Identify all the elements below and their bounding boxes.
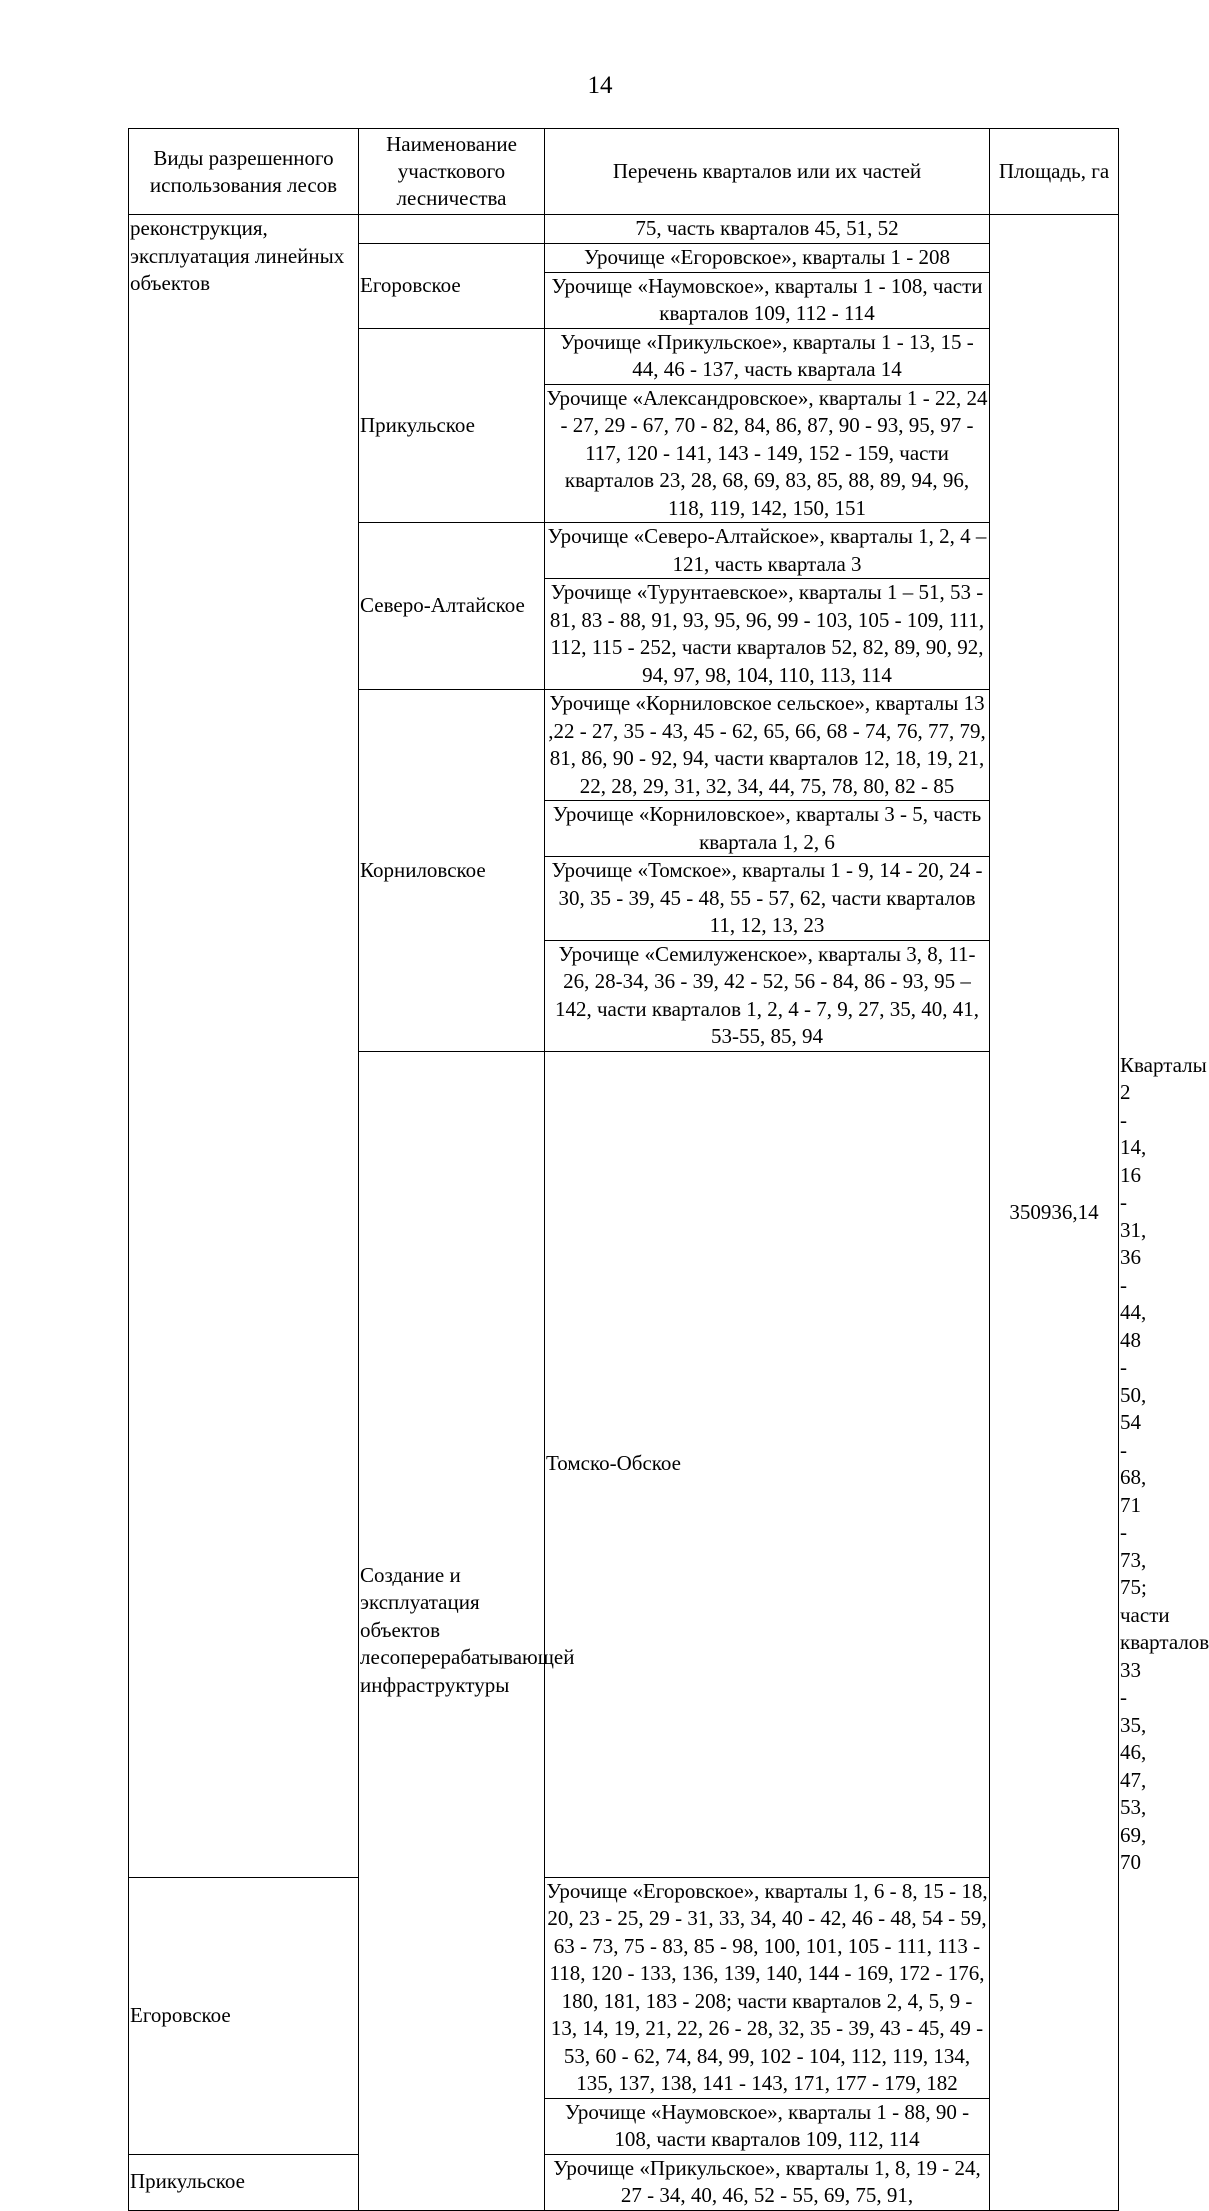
- forestry-cell-empty: [359, 215, 545, 244]
- page-number: 14: [587, 72, 613, 99]
- forestry-cell: Егоровское: [129, 1877, 359, 2154]
- quarters-cell: Урочище «Наумовское», кварталы 1 - 88, 90 - 108, части кварталов 109, 112, 114: [545, 2098, 990, 2154]
- header-area: Площадь, га: [990, 129, 1119, 215]
- quarters-cell: Урочище «Турунтаевское», кварталы 1 – 51, 53 - 81, 83 - 88, 91, 93, 95, 96, 99 - 103, 105 - 109, 111, 112, 115 - 252, части кварталов 52, 82, 89, 90, 92, 94, 97, 98, 104, 110, 113, 114: [545, 579, 990, 690]
- quarters-cell: Урочище «Наумовское», кварталы 1 - 108, части кварталов 109, 112 - 114: [545, 272, 990, 328]
- forestry-cell: Томско-Обское: [545, 1051, 990, 1877]
- table-row: [129, 215, 1119, 244]
- forestry-cell: Егоровское: [359, 244, 545, 329]
- quarters-cell: Урочище «Прикульское», кварталы 1 - 13, 15 - 44, 46 - 137, часть квартала 14: [545, 328, 990, 384]
- quarters-cell: Урочище «Томское», кварталы 1 - 9, 14 - 20, 24 - 30, 35 - 39, 45 - 48, 55 - 57, 62, части кварталов 11, 12, 13, 23: [545, 857, 990, 941]
- header-quarters-list: Перечень кварталов или их частей: [545, 129, 990, 215]
- quarters-cell: Урочище «Северо-Алтайское», кварталы 1, 2, 4 – 121, часть квартала 3: [545, 523, 990, 579]
- quarters-cell: Урочище «Егоровское», кварталы 1, 6 - 8, 15 - 18, 20, 23 - 25, 29 - 31, 33, 34, 40 - 42, 46 - 48, 54 - 59, 63 - 73, 75 - 83, 85 - 98, 100, 101, 105 - 111, 113 - 118, 120 - 133, 136, 139, 140, 144 - 169, 172 - 176, 180, 181, 183 - 208; части кварталов 2, 4, 5, 9 - 13, 14, 19, 21, 22, 26 - 28, 32, 35 - 39, 43 - 45, 49 - 53, 60 - 62, 74, 84, 99, 102 - 104, 112, 119, 134, 135, 137, 138, 141 - 143, 171, 177 - 179, 182: [545, 1877, 990, 2098]
- table-header-row: [129, 129, 1119, 215]
- quarters-cell: Урочище «Семилуженское», кварталы 3, 8, 11-26, 28-34, 36 - 39, 42 - 52, 56 - 84, 86 - 93, 95 – 142, части кварталов 1, 2, 4 - 7, 9, 27, 35, 40, 41, 53-55, 85, 94: [545, 940, 990, 1051]
- area-cell: 350936,14: [990, 215, 1119, 2211]
- table-row: [129, 1877, 1119, 2098]
- header-use-type: Виды разрешенного использования лесов: [129, 129, 359, 215]
- forestry-cell: Корниловское: [359, 690, 545, 1052]
- forest-use-table: [128, 128, 1209, 2211]
- forestry-cell: Северо-Алтайское: [359, 523, 545, 690]
- table-row: [129, 2154, 1119, 2210]
- quarters-cell: Урочище «Корниловское», кварталы 3 - 5, часть квартала 1, 2, 6: [545, 801, 990, 857]
- quarters-cell: 75, часть кварталов 45, 51, 52: [545, 215, 990, 244]
- quarters-cell: Урочище «Егоровское», кварталы 1 - 208: [545, 244, 990, 273]
- quarters-cell: Урочище «Александровское», кварталы 1 - 22, 24 - 27, 29 - 67, 70 - 82, 84, 86, 87, 90 - 93, 95, 97 - 117, 120 - 141, 143 - 149, 152 - 159, части кварталов 23, 28, 68, 69, 83, 85, 88, 89, 94, 96, 118, 119, 142, 150, 151: [545, 384, 990, 523]
- header-forestry-name: Наименование участкового лесничества: [359, 129, 545, 215]
- use-type-cell: реконструкция, эксплуатация линейных объектов: [129, 215, 359, 1878]
- quarters-cell: Урочище «Корниловское сельское», кварталы 13 ,22 - 27, 35 - 43, 45 - 62, 65, 66, 68 - 74, 76, 77, 79, 81, 86, 90 - 92, 94, части кварталов 12, 18, 19, 21, 22, 28, 29, 31, 32, 34, 44, 75, 78, 80, 82 - 85: [545, 690, 990, 801]
- use-type-cell: Создание и эксплуатация объектов лесоперерабатывающей инфраструктуры: [359, 1051, 545, 2210]
- forestry-cell: Прикульское: [129, 2154, 359, 2210]
- table-row: Создание и эксплуатация объектов лесоперерабатывающей инфраструктуры Томско-Обское Кварталы 2 - 14, 16 - 31, 36 - 44, 48 - 50, 54 - 68, 71 - 73, 75; части кварталов 33 - 35, 46, 47, 53, 69, 70: [129, 1051, 1119, 1877]
- forestry-cell: Прикульское: [359, 328, 545, 523]
- quarters-cell: Урочище «Прикульское», кварталы 1, 8, 19 - 24, 27 - 34, 40, 46, 52 - 55, 69, 75, 91,: [545, 2154, 990, 2210]
